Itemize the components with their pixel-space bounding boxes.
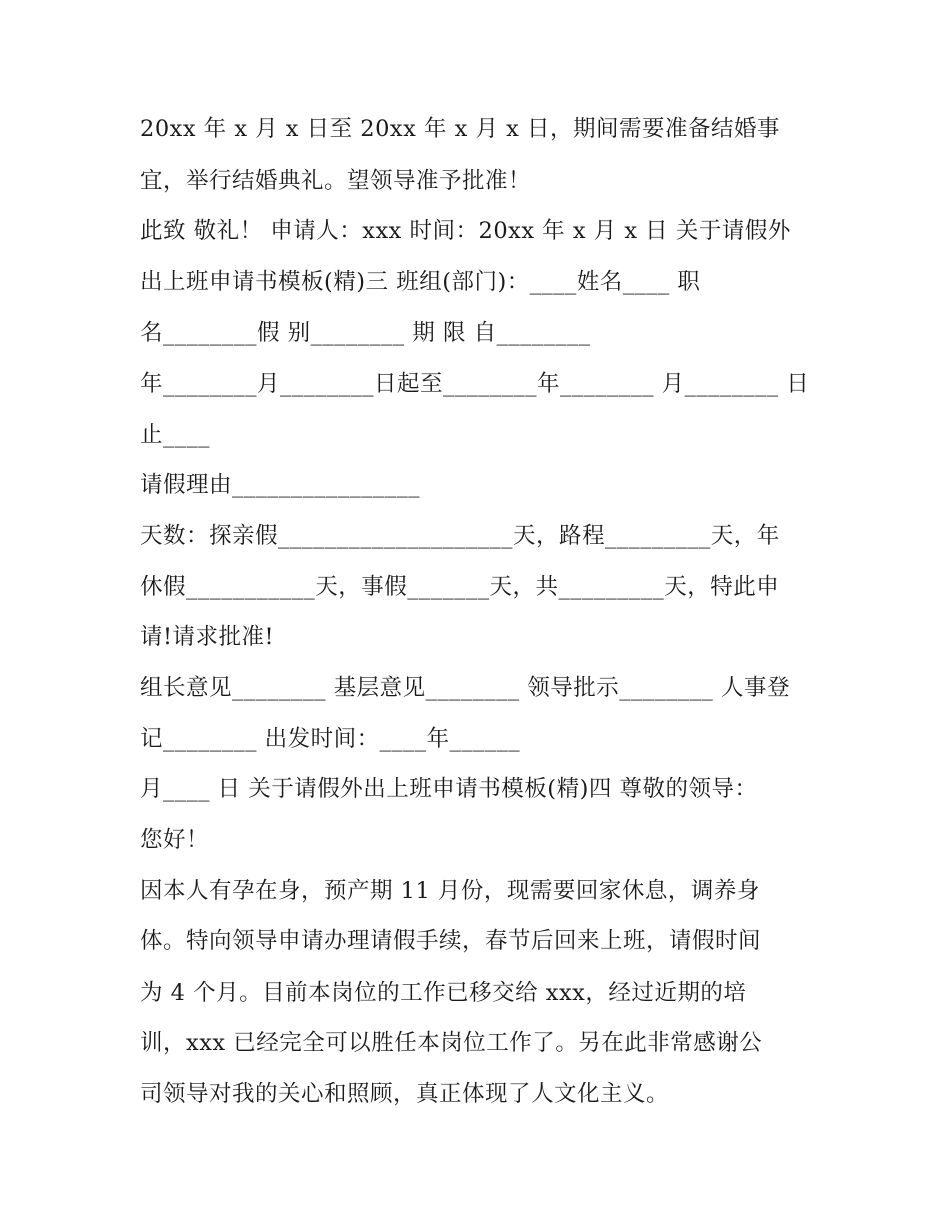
text-line: 请!请求批准! [140, 624, 275, 650]
text-line: 司领导对我的关心和照顾，真正体现了人文化主义。 [140, 1081, 670, 1107]
text-line: 记________ 出发时间：____年______ [140, 726, 521, 752]
text-line: 天数：探亲假____________________天，路程_________天，年 [140, 523, 780, 549]
text-line: 请假理由________________ [140, 472, 421, 498]
text-line: 20xx 年 x 月 x 日至 20xx 年 x 月 x 日，期间需要准备结婚事 [140, 116, 780, 142]
text-line: 年________月________日起至________年________ 月________ 日 [140, 371, 810, 397]
text-line: 组长意见________ 基层意见________ 领导批示________ 人事登 [140, 675, 790, 701]
text-line: 休假___________天，事假_______天，共_________天，特此申 [140, 574, 780, 600]
text-line: 宜，举行结婚典礼。望领导准予批准！ [140, 168, 532, 194]
text-line: 月____ 日 关于请假外出上班申请书模板(精)四 尊敬的领导： [140, 776, 758, 802]
text-line: 体。特向领导申请办理请假手续，春节后回来上班，请假时间 [140, 928, 762, 954]
text-line: 训，xxx 已经完全可以胜任本岗位工作了。另在此非常感谢公 [140, 1030, 763, 1056]
text-line: 此致 敬礼！ 申请人：xxx 时间：20xx 年 x 月 x 日 关于请假外 [140, 218, 791, 244]
text-line: 为 4 个月。目前本岗位的工作已移交给 xxx，经过近期的培 [140, 980, 747, 1006]
text-line: 您好！ [140, 827, 210, 853]
text-line: 止____ [140, 422, 211, 448]
text-line: 因本人有孕在身，预产期 11 月份，现需要回家休息，调养身 [140, 878, 760, 904]
text-line: 出上班申请书模板(精)三 班组(部门)：____姓名____ 职 [140, 269, 701, 295]
text-line: 名________假 别________ 期 限 自________ [140, 320, 591, 346]
